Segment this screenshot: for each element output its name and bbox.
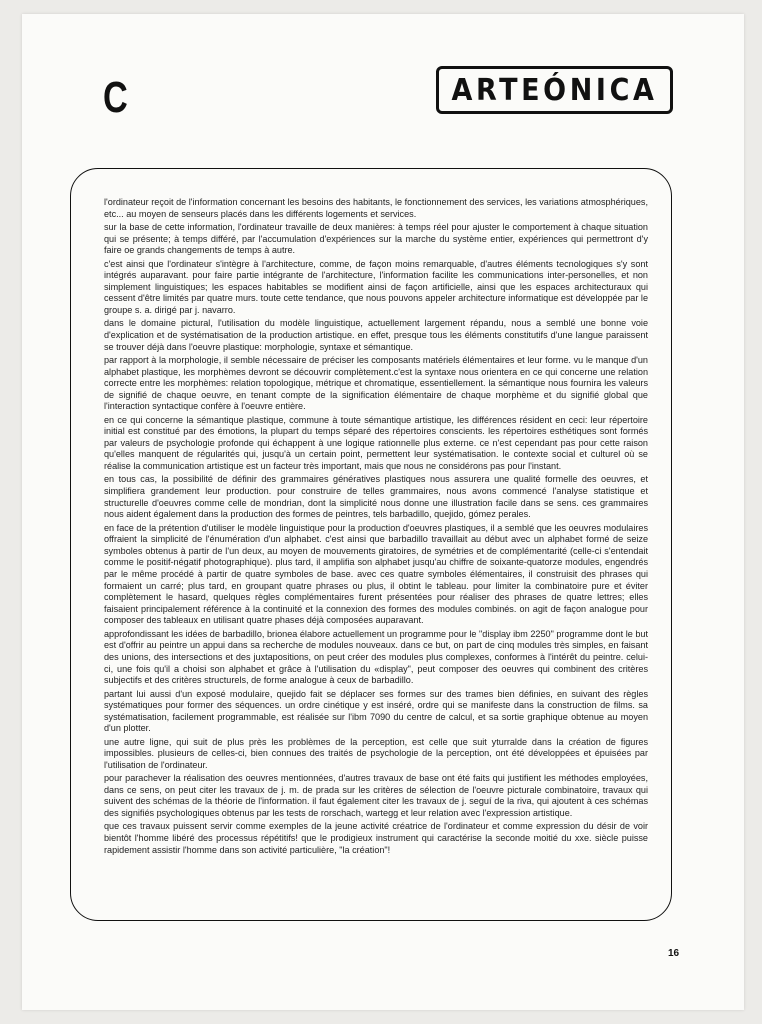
artronica-logo [436,66,673,114]
paragraph: partant lui aussi d'un exposé modulaire, quejido fait se déplacer ses formes sur des trames bien définies, en suivant des règles systématiques pour former des séquences. un ordre cinétique y est inséré, ordre qui se manifeste dans la construction de films. sa systématisation, facilement programmable, est réalisée sur l'ibm 7090 du centre de calcul, et sa sortie graphique obtenue au moyen d'un plotter. [104,688,648,734]
paragraph: que ces travaux puissent servir comme exemples de la jeune activité créatrice de l'ordinateur et comme expression du désir de voir bientôt l'homme libéré des processus répétitifs! que le prodigieux instrument qui caractérise la seconde moitié du xxe. siècle puisse rapidement assistir l'homme dans son activité particulière, "la création"! [104,821,648,855]
logo-text: ARTEÓNICA [451,72,658,108]
paragraph: sur la base de cette information, l'ordinateur travaille de deux manières: à temps réel pour ajuster le comportement à chaque situation qui se présente; à temps différé, par l'accumulation d'expériences sur la marche du système entier, expériences qui permettront d'y faire oe grands changements de temps à autre. [104,221,648,256]
page-number: 16 [668,948,680,959]
paragraph: par rapport à la morphologie, il semble nécessaire de préciser les composants matériels élémentaires et leur forme. vu le manque d'un alphabet plastique, les morphèmes devront se découvrir complètement.c'est la syntaxe nous orientera en ce qui concerne une relation correcte entre les morphèmes: relation topologique, métrique et chromatique, essentiellement. la sémantique nous fournira les valeurs de signifié de chaque oeuvre, en tenant compte de la signification élémentaire de chaque morphème et du signifié global que l'interaction syntactique confère à l'oeuvre entière. [104,354,648,412]
paragraph: en tous cas, la possibilité de définir des grammaires génératives plastiques nous assurera une qualité formelle des oeuvres, et simplifiera grandement leur production. pour construire de telles grammaires, nous avons commencé l'analyse statistique et structurelle d'oeuvres comme celle de mondrian, dont la simplicité nous donne une illustration facile dans se sens. ces grammaires nous aident également dans la production des formes de peintres, tels barbadillo, quejido, gómez perales. [104,474,648,520]
paragraph: une autre ligne, qui suit de plus près les problèmes de la perception, est celle que suit yturralde dans la création de figures impossibles. plusieurs de celles-ci, bien connues des traités de psychologie de la perception, ont été développées et épuisées par l'utilisation de l'ordinateur. [104,736,648,770]
paragraph: en ce qui concerne la sémantique plastique, commune à toute sémantique artistique, les différences résident en ceci: leur répertoire initial est constitué par des émotions, la plupart du temps séparé des répertoires conscients. les répertoires esthétiques sont formés par valeurs de psychologie profonde qui échappent à une logique rationnelle plus externe. ce n'est cependant pas pour cette raison qu'elles manquent de régularités qui, jusqu'à un certain point, permettent leur systématisation. le contexte social et culturel où se réalise la communication artistique est un facteur très important, mais que nous ne considérons pas pour l'instant. [104,414,648,472]
article-body [104,197,648,858]
section-letter: C [103,73,128,122]
paragraph: c'est ainsi que l'ordinateur s'intègre à l'architecture, comme, de façon moins remarquable, d'autres éléments tecnologiques s'y sont intégrés auparavant. pour faire partie intégrante de l'architecture, l'information facilite les communications inter-personelles, et non simplement linguistiques; les espaces habitables se modifient ainsi de façon artificielle, ainsi que les espaces architecturaux qui cessent d'être limités par quatre murs. toute cette tendance, que nous pouvons appeler architecture informatique est développée par le groupe s. a. dirigé par j. navarro. [104,258,648,315]
paragraph: dans le domaine pictural, l'utilisation du modèle linguistique, actuellement largement répandu, nous a semblé une bonne voie d'explication et de systématisation de la production artistique. en effet, presque tous les éléments constitutifs d'une langue paraissent se trouver déjà dans l'oeuvre plastique: morphologie, syntaxe et sémantique. [104,318,648,352]
paragraph: pour parachever la réalisation des oeuvres mentionnées, d'autres travaux de base ont été faits qui justifient les méthodes employées, dans ce sens, on peut citer les travaux de j. m. de prada sur les critères de sélection de l'oeuvre picturale combinatoire, travaux qui suivent des schémas de la théorie de l'information. il faut également citer les travaux de j. seguí de la riva, qui ajoutent à ces schémas des signifiés psychologiques obtenus par les tests de rorschach, wartegg et leur relation avec l'expression artistique. [104,773,648,819]
paragraph: en face de la prétention d'utiliser le modèle linguistique pour la production d'oeuvres plastiques, il a semblé que les oeuvres modulaires offraient la simplicité de l'énumération d'un alphabet. c'est ainsi que barbadillo travaillait au début avec un alphabet formé de seize symboles obtenus à partir de l'un deux, au moyen de mouvements giratoires, de symétries et de complémentarité (celle-ci s'entendait comme le positif-négatif photographique). plus tard, il amplifia son alphabet jusqu'au chiffre de soixante-quatorze modules, engendrés par le même procédé à partir de quatre symboles de base. avec ces quatre symboles élémentaires, il construisit des phrases qui formaient un carré; plus tard, en groupant quatre phrases ou plus, il obtint le tableau. pour limiter la combinatoire pure et éviter complètement le hasard, quelques règles complémentaires furent présentées pour réaliser des phrases de quatre lettres; elles faisaient principalement référence à la continuité et la connexion des formes des modules combinés. on agit de façon analogue pour composer des tableaux en utilisant quatre phases déjà composées auparavant. [104,522,648,626]
paragraph: approfondissant les idées de barbadillo, brionea élabore actuellement un programme pour le "display ibm 2250" programme dont le but est d'offrir au peintre un appui dans sa recherche de modules nouveaux. dans ce but, on part de cinq modules très simples, en faisant des unions, des intersections et des juxtapositions, on peut créer des modules plus complexes, conformes à l'intérêt du peintre. celui-ci, une fois qu'il a choisi son alphabet et grâce à l'utilisation du «display", peut composer des oeuvres qui combinent des critères subjectifs et des critères structurels, de forme analogue à ceux de barbadillo. [104,628,648,686]
paragraph: l'ordinateur reçoit de l'information concernant les besoins des habitants, le fonctionnement des services, les variations atmosphériques, etc... au moyen de senseurs placés dans les différents logements et services. [104,197,648,219]
